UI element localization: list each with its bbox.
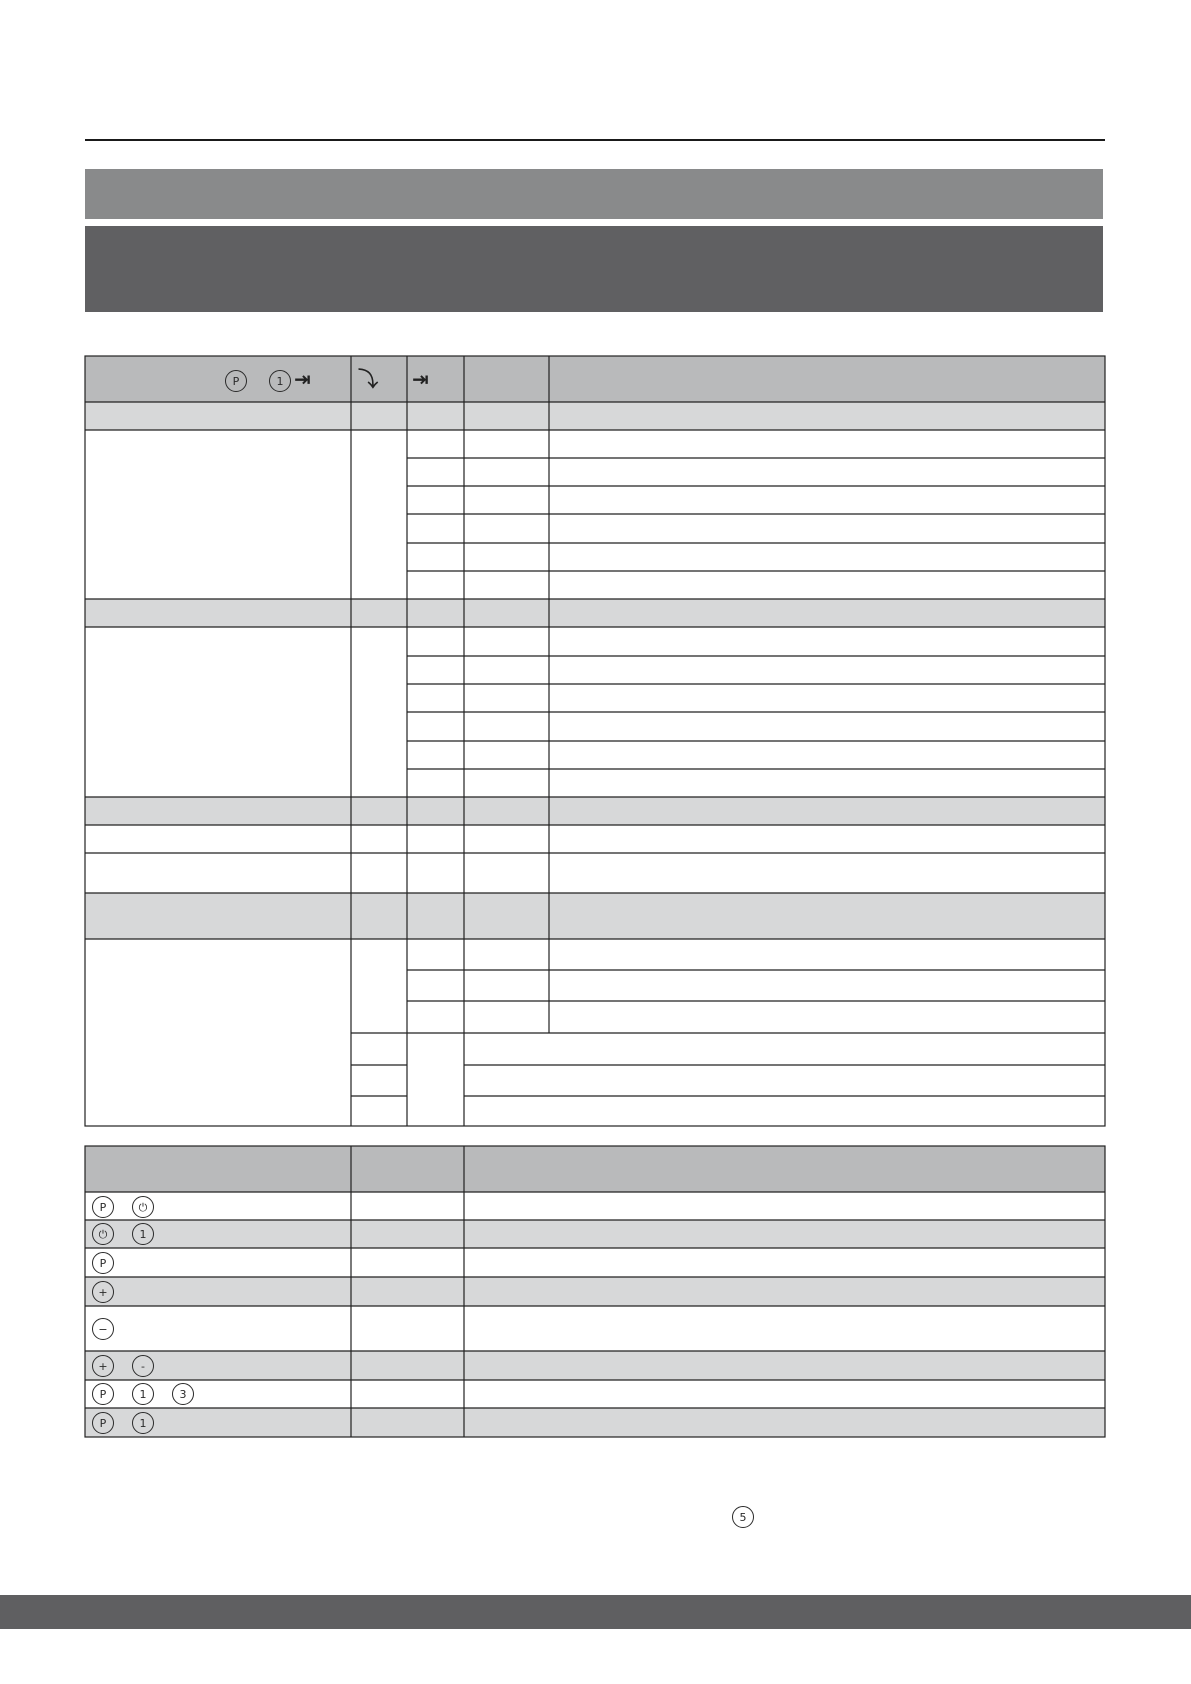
p-button-icon: P [225, 370, 247, 392]
p-button-icon: P [92, 1252, 114, 1274]
plus-button-icon: + [92, 1281, 114, 1303]
section-row-3-fill [85, 797, 1105, 825]
p-button-icon: P [92, 1412, 114, 1434]
enter-down-arrow-icon: ⤵ [358, 367, 378, 391]
power-button-icon: ⏻ [92, 1223, 114, 1245]
table2-row-2-fill [85, 1220, 1105, 1248]
section-row-2-fill [85, 599, 1105, 627]
table2-row-6-fill [85, 1351, 1105, 1380]
p-button-icon: P [92, 1383, 114, 1405]
table2-row-8-fill [85, 1408, 1105, 1437]
power-button-icon: ⏻ [132, 1196, 154, 1218]
p-button-icon: P [92, 1196, 114, 1218]
minus-button-icon: − [92, 1318, 114, 1340]
table1-lines [85, 356, 1105, 1126]
table2-row-4-fill [85, 1277, 1105, 1306]
one-button-icon: 1 [269, 370, 291, 392]
one-button-icon: 1 [132, 1383, 154, 1405]
section-row-4-fill [85, 893, 1105, 939]
footer-band [0, 1595, 1191, 1629]
section-row-1-fill [85, 402, 1105, 430]
five-button-icon: 5 [732, 1506, 754, 1528]
one-button-icon: 1 [132, 1412, 154, 1434]
plus-button-icon: + [92, 1355, 114, 1377]
table2-header-fill [85, 1146, 1105, 1192]
three-button-icon: 3 [172, 1383, 194, 1405]
tab-right-arrow-icon: ⇥ [294, 367, 311, 391]
one-button-icon: 1 [132, 1223, 154, 1245]
tab-right-arrow-icon: ⇥ [412, 367, 429, 391]
minus-button-icon: - [132, 1355, 154, 1377]
